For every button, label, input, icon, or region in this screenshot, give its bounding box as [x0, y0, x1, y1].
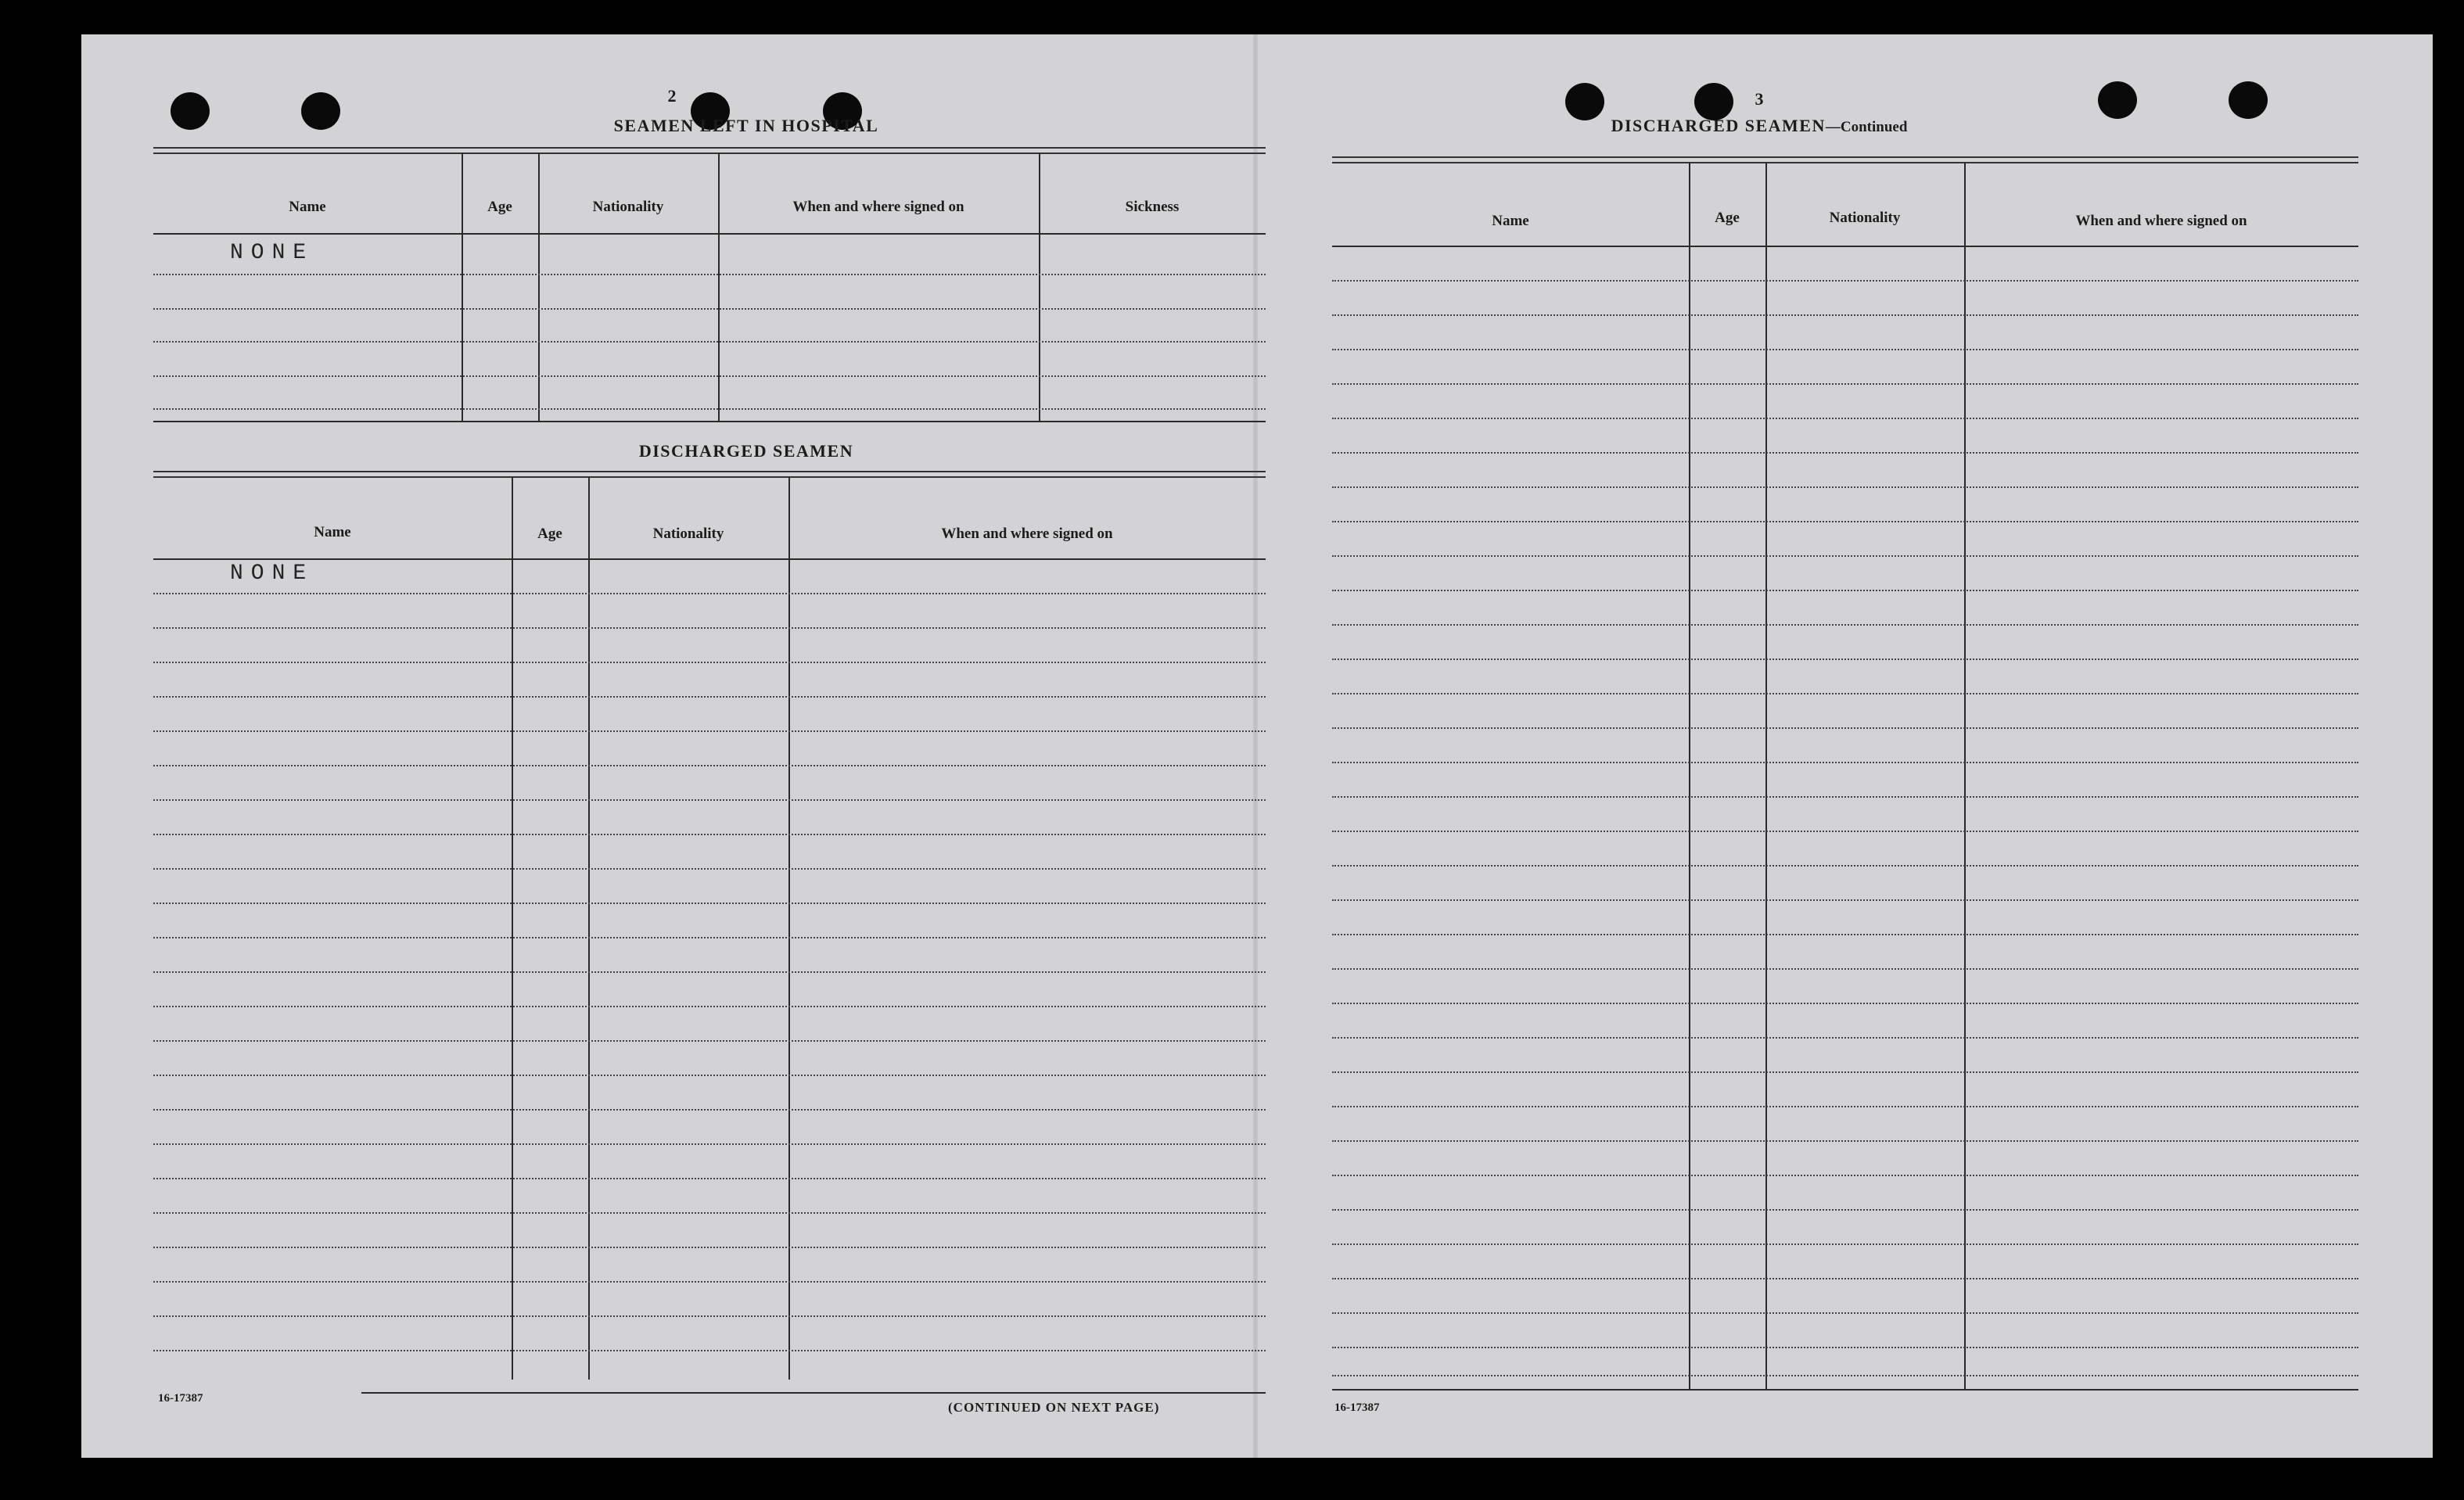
hospital-section-title: SEAMEN LEFT IN HOSPITAL	[613, 116, 879, 135]
column-header-nationality: Nationality	[1829, 210, 1901, 226]
hospital-table	[153, 153, 1266, 422]
right-page	[1258, 34, 2433, 1458]
form-number: 16-17387	[1334, 1401, 1380, 1414]
discharged-entry-none: NONE	[230, 562, 314, 586]
discharged-continued-table	[1332, 163, 2358, 1391]
column-header-name: Name	[289, 199, 326, 215]
discharged-table	[153, 477, 1266, 1380]
column-header-when-where: When and where signed on	[792, 199, 964, 215]
form-number: 16-17387	[158, 1392, 203, 1405]
column-header-when-where: When and where signed on	[2075, 213, 2247, 229]
column-header-name: Name	[1492, 213, 1529, 229]
column-header-nationality: Nationality	[592, 199, 664, 215]
column-header-age: Age	[537, 526, 562, 542]
left-page	[81, 34, 1253, 1458]
discharged-continued-title	[1485, 116, 2033, 136]
discharged-section-title: DISCHARGED SEAMEN	[638, 441, 854, 461]
title-suffix: —Continued	[1825, 119, 1908, 135]
page-number: 2	[667, 86, 677, 106]
column-header-age: Age	[1715, 210, 1740, 226]
column-header-nationality: Nationality	[652, 526, 724, 542]
bottom-rule	[361, 1392, 1266, 1394]
title-main: DISCHARGED SEAMEN	[1611, 116, 1826, 135]
column-header-when-where: When and where signed on	[941, 526, 1113, 542]
hospital-entry-none: NONE	[230, 241, 314, 265]
page-number: 3	[1755, 89, 1764, 109]
column-header-name: Name	[314, 524, 351, 540]
column-header-age: Age	[487, 199, 512, 215]
continued-note: (CONTINUED ON NEXT PAGE)	[948, 1400, 1160, 1415]
document-sheet	[81, 34, 2433, 1458]
column-header-sickness: Sickness	[1125, 199, 1180, 215]
